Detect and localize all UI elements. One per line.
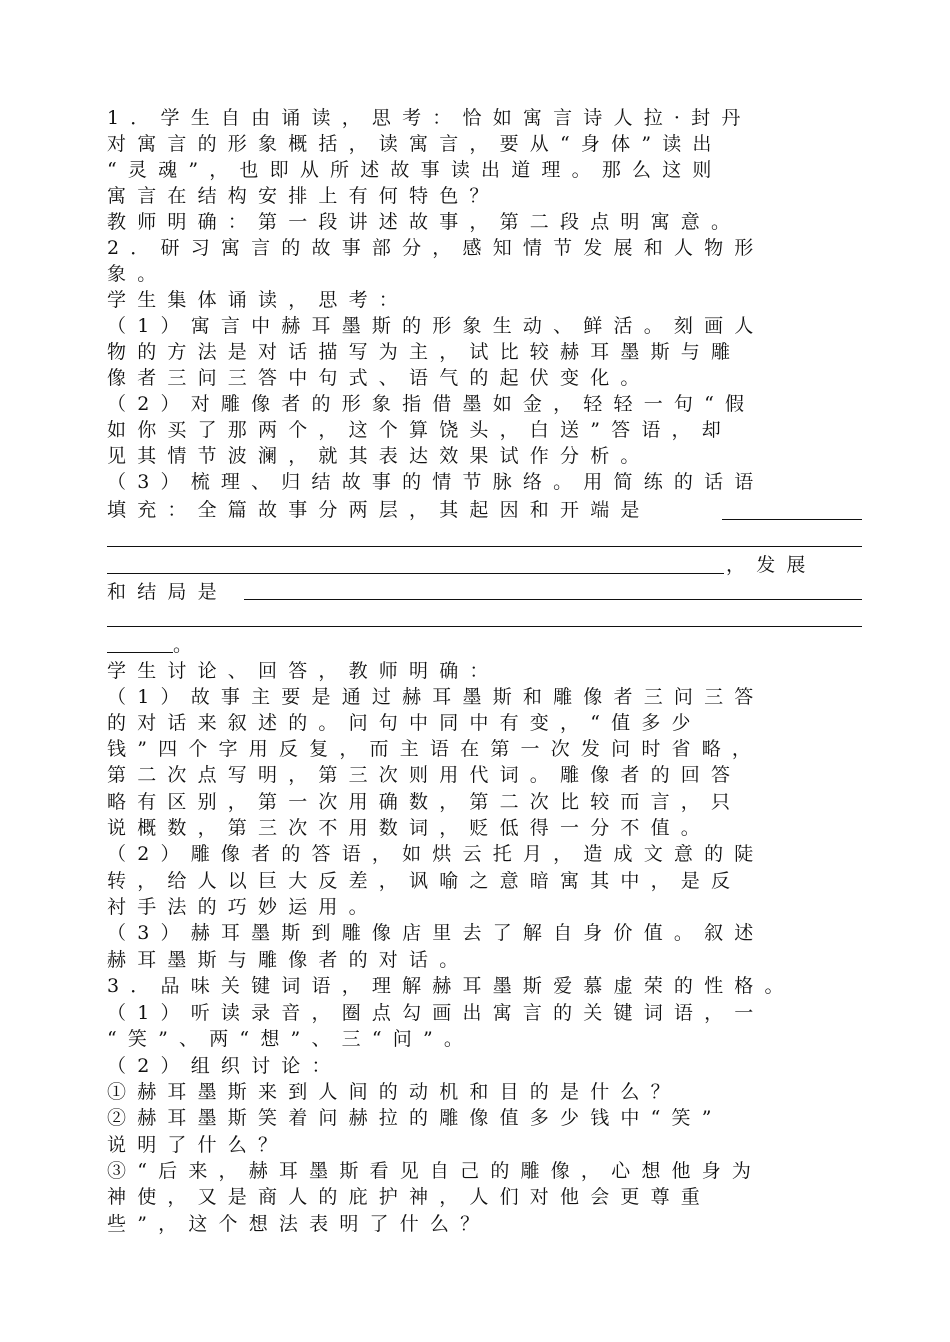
text-line: 见其情节波澜，就其表达效果试作分析。 bbox=[107, 445, 651, 467]
text-line: 转，给人以巨大反差，讽喻之意暗寓其中，是反 bbox=[107, 870, 742, 892]
text-line: 填充：全篇故事分两层，其起因和开端是 bbox=[107, 499, 651, 521]
text-line: “灵魂”，也即从所述故事读出道理。那么这则 bbox=[107, 159, 723, 181]
text-line: 寓言在结构安排上有何特色？ bbox=[107, 185, 500, 207]
text-line: “笑”、两“想”、三“问”。 bbox=[107, 1028, 475, 1050]
text-line: 第二次点写明，第三次则用代词。雕像者的回答 bbox=[107, 764, 742, 786]
text-line: （1）听读录音，圈点勾画出寓言的关键词语，一 bbox=[107, 1002, 765, 1024]
text-line: 1．学生自由诵读，思考：恰如寓言诗人拉·封丹 bbox=[107, 107, 752, 129]
text-line: 对寓言的形象概括，读寓言，要从“身体”读出 bbox=[107, 133, 723, 155]
text-line: （1）寓言中赫耳墨斯的形象生动、鲜活。刻画人 bbox=[107, 315, 765, 337]
text-line: 像者三问三答中句式、语气的起伏变化。 bbox=[107, 367, 651, 389]
text-line: 衬手法的巧妙运用。 bbox=[107, 896, 379, 918]
text-line: （1）故事主要是通过赫耳墨斯和雕像者三问三答 bbox=[107, 686, 765, 708]
text-line: ③“后来，赫耳墨斯看见自己的雕像，心想他身为 bbox=[107, 1160, 763, 1182]
fill-blank-line bbox=[107, 652, 173, 653]
fill-blank-line bbox=[107, 546, 862, 547]
text-line: 说明了什么？ bbox=[107, 1134, 289, 1156]
text-line: （3）梳理、归结故事的情节脉络。用简练的话语 bbox=[107, 471, 765, 493]
fill-blank-line bbox=[722, 519, 862, 520]
text-line: （2）雕像者的答语，如烘云托月，造成文意的陡 bbox=[107, 843, 765, 865]
text-line: 学生集体诵读，思考： bbox=[107, 289, 410, 311]
text-line: 略有区别，第一次用确数，第二次比较而言，只 bbox=[107, 791, 742, 813]
text-line: ①赫耳墨斯来到人间的动机和目的是什么？ bbox=[107, 1081, 681, 1103]
fill-end-text: 。 bbox=[173, 634, 204, 656]
text-line: 说概数，第三次不用数词，贬低得一分不值。 bbox=[107, 817, 712, 839]
text-line: 的对话来叙述的。问句中同中有变，“值多少 bbox=[107, 712, 702, 734]
fill-blank-line bbox=[244, 599, 862, 600]
text-line: 教师明确：第一段讲述故事，第二段点明寓意。 bbox=[107, 211, 742, 233]
fill-develop-text: ，发展 bbox=[726, 554, 817, 576]
text-line: 物的方法是对话描写为主，试比较赫耳墨斯与雕 bbox=[107, 341, 742, 363]
text-line: 象。 bbox=[107, 263, 168, 285]
text-line: （2）对雕像者的形象指借墨如金，轻轻一句“假 bbox=[107, 393, 756, 415]
text-line: 钱”四个字用反复，而主语在第一次发问时省略， bbox=[107, 738, 763, 760]
text-line: 神使，又是商人的庇护神，人们对他会更尊重 bbox=[107, 1186, 712, 1208]
text-line: （2）组织讨论： bbox=[107, 1055, 342, 1077]
text-line: 2．研习寓言的故事部分，感知情节发展和人物形 bbox=[107, 237, 765, 259]
fill-blank-line bbox=[107, 626, 862, 627]
fill-result-label: 和结局是 bbox=[107, 581, 228, 603]
fill-blank-line bbox=[107, 573, 724, 574]
text-line: （3）赫耳墨斯到雕像店里去了解自身价值。叙述 bbox=[107, 922, 765, 944]
text-line: 3．品味关键词语，理解赫耳墨斯爱慕虚荣的性格。 bbox=[107, 975, 795, 997]
text-line: 如你买了那两个，这个算饶头，白送”答语，却 bbox=[107, 419, 732, 441]
text-line: 学生讨论、回答，教师明确： bbox=[107, 660, 500, 682]
text-line: 赫耳墨斯与雕像者的对话。 bbox=[107, 949, 470, 971]
text-line: ②赫耳墨斯笑着问赫拉的雕像值多少钱中“笑” bbox=[107, 1107, 723, 1129]
text-line: 些”，这个想法表明了什么？ bbox=[107, 1213, 491, 1235]
